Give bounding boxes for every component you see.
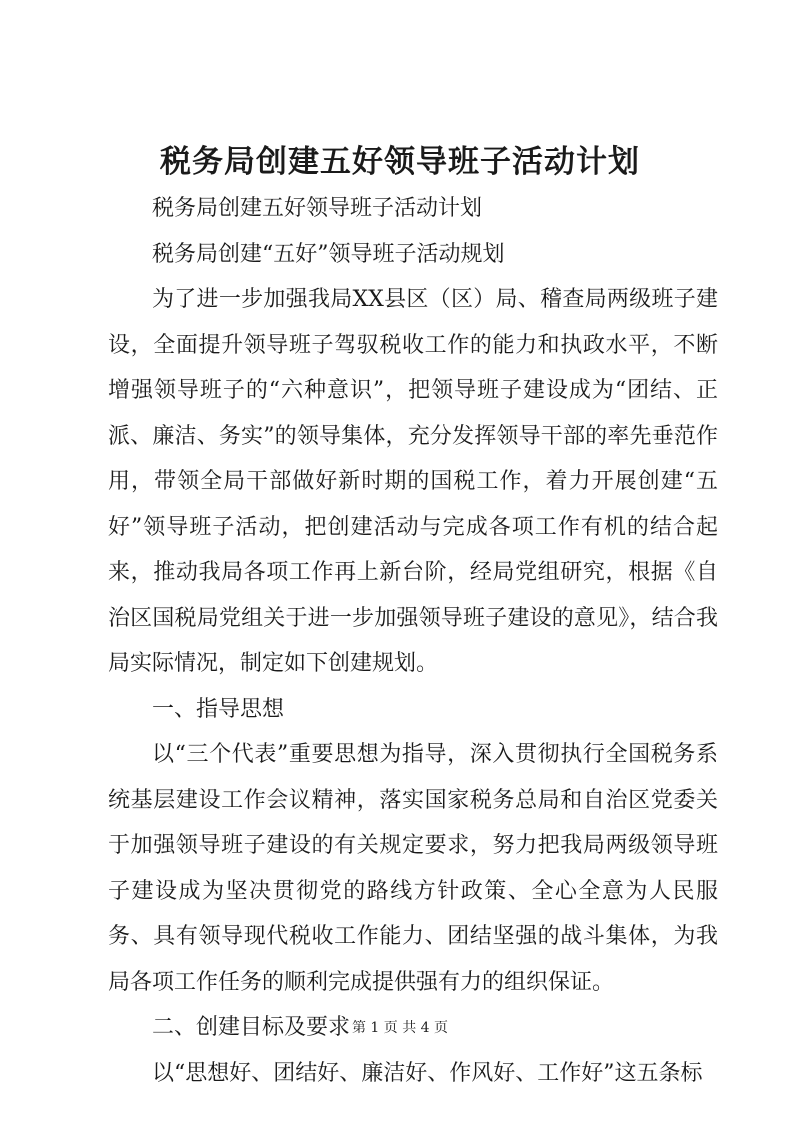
paragraph-goals: 以“思想好、团结好、廉洁好、作风好、工作好”这五条标 <box>152 1060 703 1086</box>
paragraph-intro: 为了进一步加强我局XX县区（区）局、稽查局两级班子建设，全面提升领导班子驾驭税收工作的能力和执政水平，不断增强领导班子的“六种意识”，把领导班子建设成为“团结、正派、廉洁、务实”的领导集体，充分发挥领导干部的率先垂范作用，带领全局干部做好新时期的国税工作，着力开展创建“五好”领导班子活动，把创建活动与完成各项工作有机的结合起来，推动我局各项工作再上新台阶，经局党组研究，根据《自治区国税局党组关于进一步加强领导班子建设的意见》，结合我局实际情况，制定如下创建规划。 <box>108 287 718 676</box>
paragraph-subtitle: 税务局创建五好领导班子活动计划 <box>152 196 483 221</box>
paragraph-plan-title: 税务局创建“五好”领导班子活动规划 <box>152 241 505 267</box>
document-title: 税务局创建五好领导班子活动计划 <box>160 144 640 180</box>
section-heading-guiding-thought: 一、指导思想 <box>152 696 285 722</box>
document-body <box>108 186 718 1096</box>
section-heading-goals: 二、创建目标及要求 <box>152 1015 351 1040</box>
paragraph-guiding-thought: 以“三个代表”重要思想为指导，深入贯彻执行全国税务系统基层建设工作会议精神，落实国家税务总局和自治区党委关于加强领导班子建设的有关规定要求，努力把我局两级领导班子建设成为坚决贯彻党的路线方针政策、全心全意为人民服务、具有领导现代税收工作能力、团结坚强的战斗集体，为我局各项工作任务的顺利完成提供强有力的组织保证。 <box>108 742 718 995</box>
page-footer: 第 1 页 共 4 页 <box>351 1020 449 1036</box>
